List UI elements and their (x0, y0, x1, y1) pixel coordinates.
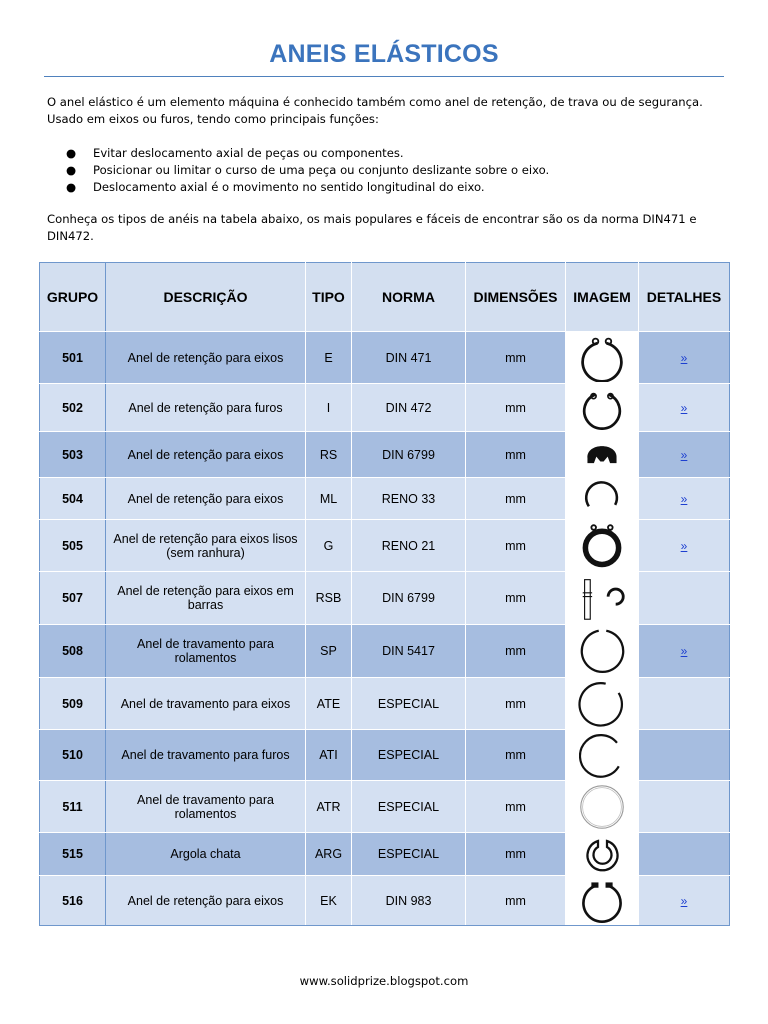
rings-table (39, 262, 730, 926)
title-divider (44, 76, 724, 77)
cell-grupo: 505 (40, 520, 106, 572)
intro-paragraph (47, 94, 727, 128)
cell-norma: ESPECIAL (352, 730, 466, 781)
open-ring-icon (566, 480, 638, 518)
cell-norma: DIN 472 (352, 384, 466, 432)
types-line-2: DIN472. (47, 229, 94, 243)
details-link[interactable]: » (680, 538, 688, 553)
details-link[interactable]: » (680, 350, 688, 365)
cell-dimensoes: mm (466, 781, 566, 833)
cell-descricao: Anel de retenção para eixos (106, 478, 306, 520)
bullet-icon: ● (66, 146, 77, 160)
header-norma: NORMA (352, 263, 466, 332)
cell-dimensoes: mm (466, 833, 566, 876)
header-imagem: IMAGEM (566, 263, 639, 332)
cell-detalhes (639, 520, 730, 572)
cell-norma: RENO 21 (352, 520, 466, 572)
cell-imagem (566, 625, 639, 678)
footer-url[interactable]: www.solidprize.blogspot.com (299, 974, 469, 988)
header-descricao: DESCRIÇÃO (106, 263, 306, 332)
list-item (66, 162, 726, 179)
cell-grupo: 509 (40, 678, 106, 730)
table-row (40, 520, 730, 572)
table-row (40, 730, 730, 781)
table-row (40, 478, 730, 520)
cell-detalhes (639, 478, 730, 520)
cell-detalhes (639, 730, 730, 781)
cell-tipo: I (306, 384, 352, 432)
cell-grupo: 511 (40, 781, 106, 833)
cell-grupo: 501 (40, 332, 106, 384)
cell-dimensoes: mm (466, 332, 566, 384)
cell-imagem (566, 833, 639, 876)
cell-tipo: ATR (306, 781, 352, 833)
cell-detalhes (639, 678, 730, 730)
table-row (40, 876, 730, 926)
cell-norma: ESPECIAL (352, 781, 466, 833)
header-dimensoes: DIMENSÕES (466, 263, 566, 332)
details-link[interactable]: » (680, 447, 688, 462)
cell-norma: RENO 33 (352, 478, 466, 520)
wire-ring-bore-icon (566, 732, 638, 779)
bar-clip-icon (566, 574, 638, 623)
thin-ring-icon (566, 783, 638, 831)
cell-norma: DIN 6799 (352, 432, 466, 478)
bullet-icon: ● (66, 163, 77, 177)
table-row (40, 678, 730, 730)
cell-imagem (566, 520, 639, 572)
cell-tipo: RSB (306, 572, 352, 625)
cell-norma: ESPECIAL (352, 678, 466, 730)
cell-norma: DIN 5417 (352, 625, 466, 678)
cell-dimensoes: mm (466, 876, 566, 926)
cell-descricao: Anel de retenção para eixos (106, 876, 306, 926)
cell-detalhes (639, 876, 730, 926)
cell-detalhes (639, 384, 730, 432)
cell-imagem (566, 384, 639, 432)
cell-grupo: 507 (40, 572, 106, 625)
cell-descricao: Anel de retenção para eixos lisos (sem ranhura) (106, 520, 306, 572)
details-link[interactable]: » (680, 893, 688, 908)
cell-imagem (566, 332, 639, 384)
intro-line-1: O anel elástico é um elemento máquina é conhecido também como anel de retenção, de trava ou de segurança. (47, 95, 703, 109)
cell-tipo: ML (306, 478, 352, 520)
cell-imagem (566, 876, 639, 926)
table-body (40, 332, 730, 926)
cell-descricao: Anel de retenção para furos (106, 384, 306, 432)
cell-dimensoes: mm (466, 730, 566, 781)
cell-dimensoes: mm (466, 572, 566, 625)
cell-dimensoes: mm (466, 520, 566, 572)
cell-grupo: 503 (40, 432, 106, 478)
table-row (40, 384, 730, 432)
types-line-1: Conheça os tipos de anéis na tabela abaixo, os mais populares e fáceis de encontrar são os da norma DIN471 e (47, 212, 697, 226)
grip-ring-icon (566, 522, 638, 570)
cell-grupo: 504 (40, 478, 106, 520)
cell-imagem (566, 572, 639, 625)
functions-list (66, 145, 726, 196)
header-grupo: GRUPO (40, 263, 106, 332)
cell-dimensoes: mm (466, 384, 566, 432)
cell-imagem (566, 781, 639, 833)
table-row (40, 625, 730, 678)
cell-tipo: G (306, 520, 352, 572)
snap-ring-icon (566, 627, 638, 676)
cell-norma: ESPECIAL (352, 833, 466, 876)
cell-tipo: ATE (306, 678, 352, 730)
internal-circlip-icon (566, 386, 638, 430)
cell-imagem (566, 432, 639, 478)
list-item (66, 179, 726, 196)
cell-tipo: SP (306, 625, 352, 678)
e-clip-icon (566, 434, 638, 476)
cell-grupo: 515 (40, 833, 106, 876)
cell-descricao: Anel de travamento para rolamentos (106, 781, 306, 833)
cell-tipo: EK (306, 876, 352, 926)
cell-descricao: Anel de retenção para eixos (106, 332, 306, 384)
table-row (40, 332, 730, 384)
table-row (40, 572, 730, 625)
cell-detalhes (639, 432, 730, 478)
cell-detalhes (639, 572, 730, 625)
details-link[interactable]: » (680, 491, 688, 506)
cell-dimensoes: mm (466, 432, 566, 478)
cell-norma: DIN 471 (352, 332, 466, 384)
details-link[interactable]: » (680, 644, 688, 658)
cell-descricao: Anel de retenção para eixos (106, 432, 306, 478)
cell-tipo: ARG (306, 833, 352, 876)
external-circlip-icon (566, 334, 638, 382)
cell-descricao: Anel de travamento para eixos (106, 678, 306, 730)
table-header-row (40, 263, 730, 332)
cell-descricao: Anel de travamento para furos (106, 730, 306, 781)
list-item-text: Posicionar ou limitar o curso de uma peça ou conjunto deslizante sobre o eixo. (93, 163, 550, 177)
cell-grupo: 510 (40, 730, 106, 781)
cell-tipo: ATI (306, 730, 352, 781)
cell-imagem (566, 678, 639, 730)
cell-tipo: RS (306, 432, 352, 478)
cell-grupo: 502 (40, 384, 106, 432)
details-link[interactable]: » (680, 400, 688, 415)
cell-detalhes (639, 781, 730, 833)
cell-tipo: E (306, 332, 352, 384)
types-paragraph (47, 211, 727, 245)
cell-imagem (566, 730, 639, 781)
cell-descricao: Anel de retenção para eixos em barras (106, 572, 306, 625)
cell-dimensoes: mm (466, 478, 566, 520)
intro-line-2: Usado em eixos ou furos, tendo como principais funções: (47, 112, 379, 126)
bullet-icon: ● (66, 180, 77, 194)
header-detalhes: DETALHES (639, 263, 730, 332)
cell-detalhes (639, 833, 730, 876)
cell-norma: DIN 6799 (352, 572, 466, 625)
page-title: ANEIS ELÁSTICOS (269, 40, 499, 68)
table-row (40, 781, 730, 833)
lug-circlip-icon (566, 878, 638, 924)
header-tipo: TIPO (306, 263, 352, 332)
cell-detalhes (639, 332, 730, 384)
list-item-text: Deslocamento axial é o movimento no sentido longitudinal do eixo. (93, 180, 485, 194)
cell-descricao: Anel de travamento para rolamentos (106, 625, 306, 678)
cell-grupo: 516 (40, 876, 106, 926)
cell-imagem (566, 478, 639, 520)
cell-grupo: 508 (40, 625, 106, 678)
table-row (40, 432, 730, 478)
cell-detalhes (639, 625, 730, 678)
cell-dimensoes: mm (466, 678, 566, 730)
flat-ring-icon (566, 835, 638, 874)
wire-ring-shaft-icon (566, 680, 638, 728)
cell-dimensoes: mm (466, 625, 566, 678)
cell-descricao: Argola chata (106, 833, 306, 876)
list-item-text: Evitar deslocamento axial de peças ou componentes. (93, 146, 404, 160)
cell-norma: DIN 983 (352, 876, 466, 926)
table-row (40, 833, 730, 876)
list-item (66, 145, 726, 162)
